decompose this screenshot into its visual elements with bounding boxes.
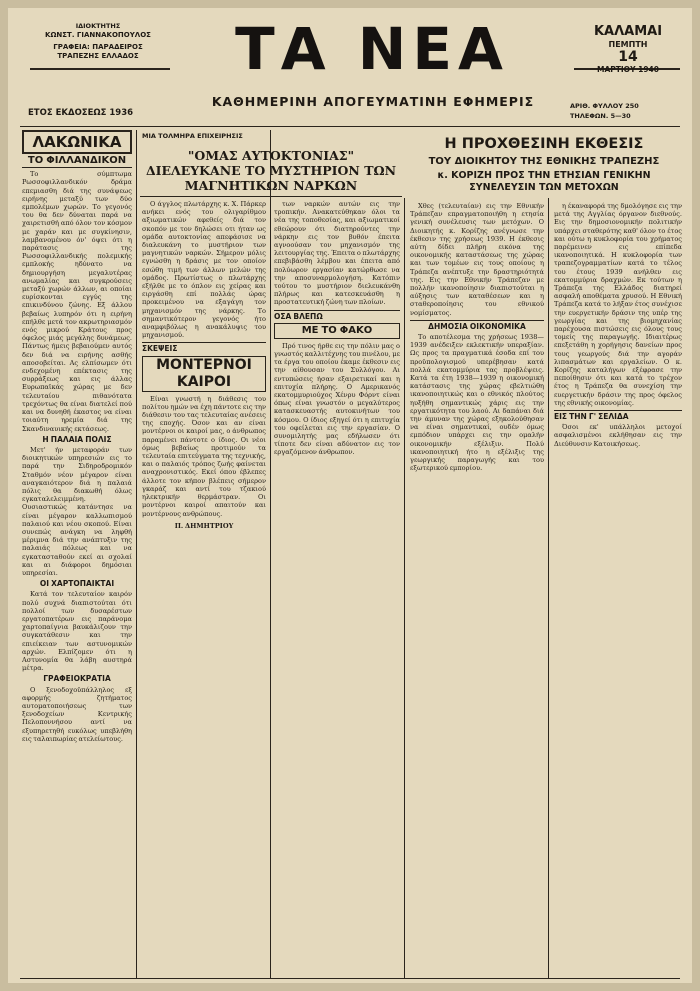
article-text: Ο ξενοδοχοϋπάλληλος εξ αφορμής ζητήματος αυτοματοποιήσεως των ξενοδοχείων Κεντρικής Πελοποννήσου αντί να εξυπηρετηθή ευκόλως υπεβλήθη εις ταλαιπωρίας ατελείωτους. [22,685,132,743]
founded-year: ΕΤΟΣ ΕΚΔΟΣΕΩΣ 1936 [28,108,134,118]
section-title: ΕΙΣ ΤΗΝ Γ' ΣΕΛΙΔΑ [554,410,682,421]
masthead-subtitle: ΚΑΘΗΜΕΡΙΝΗ ΑΠΟΓΕΥΜΑΤΙΝΗ ΕΦΗΜΕΡΙΣ [211,94,535,109]
headline-rule [140,196,402,197]
offices-label: ΓΡΑΦΕΙΑ: ΠΑΡΑΔΕΙΡΟΣ [53,43,143,51]
section-title: ΟΣΑ ΒΛΕΠΩ [274,310,400,321]
bank-report-subheadline: ΤΟΥ ΔΙΟΙΚΗΤΟΥ ΤΗΣ ΕΘΝΙΚΗΣ ΤΡΑΠΕΖΗΣ [428,156,660,167]
owner-name: ΚΩΝΣΤ. ΓΙΑΝΝΑΚΟΠΟΥΛΟΣ [45,31,151,39]
column-rule [404,198,405,978]
article-text: Είναι γνωστή η διάθεσις του πολίτου ημών να έχη πάντοτε εις την διάθεσιν του τας τελευταίας ανέσεις της εποχής. Όσον και αν είναι μοντέρνοι οι καιροί μας, ο άνθρωπος παραμένει πάντοτε ο ίδιος. Οι νέοι όμως βεβαίως προτιμούν τα τελευταία επιτεύγματα της τεχνικής, και ο παλαιός τρόπος ζωής φαίνεται αναχρονιστικός. Εκεί όπου έβλεπες άλλοτε τον κήπον βλέπεις σήμερον γκαράζ και αντί του τζακιού ηλεκτρικήν θερμάστραν. Οι μοντέρνοι καιροί απαιτούν και μοντέρνους ανθρώπους. [142,394,266,518]
lakonika-subtitle: ΤΟ ΦΙΛΛΑΝΔΙΚΟΝ [22,157,132,168]
magnetic-mines-kicker: ΜΙΑ ΤΟΛΜΗΡΑ ΕΠΙΧΕΙΡΗΣΙΣ [142,132,243,140]
issue-number: ΑΡΙΘ. ΦΥΛΛΟΥ 250 [570,102,639,110]
column-rule [136,130,137,978]
section-title: ΓΡΑΦΕΙΟΚΡΑΤΙΑ [43,674,111,684]
article-text: Κατά τον τελευταίον καιρόν πολύ συχνά διαπιστούται ότι πολλοί των δυσαρέστων εργατοπατέρων εις παράνομα χαρτοπαίγνια βαυκάλιζουν την συγκατάθεσιν και την επιείκειαν των αστυνομικών αρχών. Ελπίζομεν ότι η Αστυνομία θα λάβη αυστηρά μέτρα. [22,590,132,673]
city-name: ΚΑΛΑΜΑΙ [593,24,663,39]
column-lakonika [22,130,132,978]
date-box [574,24,682,74]
header-rule [20,126,680,127]
modern-times-headline: ΜΟΝΤΕΡΝΟΙ ΚΑΙΡΟΙ [142,356,266,392]
column-magnetic-mines [142,200,266,978]
article-text: Το αποτέλεσμα της χρήσεως 1938—1939 ανέδειξεν εκλεκτικήν υπεραξίαν. Ως προς τα πραγματικά έσοδα επί του προϋπολογισμού υπερέβησαν κατά πολλά εκατομμύρια τας προβλέψεις. Κατά τα έτη 1938—1939 η οικονομική κατάστασις της χώρας εβελτιώθη ικανοποιητικώς και ο εθνικός πλούτος ηυξήθη σημαντικώς χάρις εις την εργατικότητα του λαού. Αι δαπάναι διά την άμυναν της χώρας εξηκολούθησαν να είναι σημαντικαί, ουδέν όμως εμπόδιον υπάρχει εις την ομαλήν οικονομικήν εξέλιξιν. Πολύ ικανοποιητική ήτο η εξέλιξις της γεωργικής παραγωγής και του εξωτερικού εμπορίου. [410,333,544,473]
section-title: ΟΙ ΧΑΡΤΟΠΑΙΚΤΑΙ [39,579,115,589]
newspaper-page [8,8,692,983]
column-bank-report-continued [554,202,682,978]
column-continuation [274,200,400,978]
article-text: Μετ' ήν μεταφοράν των διοικητικών υπηρεσιών εις το παρά την Σιδηροδρομικόν Σταθμόν νέον μέγαρον είναι αναγκαιότερον διά η παλαιά πόλις θα διακωθή όλως εγκαταλελειμμένη. Ουσιαστικώς κατάντησε να είναι μέγαρον καλλωπισμού παλαιού και νέου σκοπού. Είναι συνεπώς ανάγκη να ληφθή μέριμνα διά την ανάπτυξιν της παλαιάς πόλεως και να εγκατασταθούν εκεί αι σχολαί και αι διάφοροι δημόσιαι υπηρεσίαι. [22,445,132,577]
magnetic-mines-headline: "ΟΜΑΣ ΑΥΤΟΚΤΟΝΙΑΣ" ΔΙΕΛΕΥΚΑΝΕ ΤΟ ΜΥΣΤΗΡΙΟΝ ΤΩΝ ΜΑΓΝΗΤΙΚΩΝ ΝΑΡΚΩΝ [145,148,397,193]
month-year: ΜΑΡΤΙΟΥ 1940 [597,65,659,74]
column-rule [548,198,549,978]
column-rule [270,130,271,978]
owner-label: ΙΔΙΟΚΤΗΤΗΣ [75,22,121,30]
section-title: ΔΗΜΟΣΙΑ ΟΙΚΟΝΟΜΙΚΑ [410,320,544,331]
article-text: Πρό τινος ήρθε εις την πόλιν μας ο γνωστός καλλιτέχνης του πινέλου, με τα έργα του οποίου έκαμε έκθεσιν εις την αίθουσαν του Συλλόγου. Αι εντυπώσεις ήσαν εξαιρετικαί και η επιτυχία πλήρης. Ο Αμερικανός εκατομμυριούχος Χένρυ Φόρντ είναι όπως είναι γνωστόν ο μεγαλύτερος κατασκευαστής αυτοκινήτων του κόσμου. Ο ίδιος εξηγεί ότι η επιτυχία του οφείλεται εις την εργασίαν. Ο συνομιλητής μας εδήλωσεν ότι τίποτε δεν είναι αδύνατον εις τον εργαζόμενον άνθρωπον. [274,341,400,457]
masthead-title: ΤΑ ΝΕΑ [235,15,509,83]
author-signature: Π. ΔΗΜΗΤΡΙΟΥ [174,521,234,530]
footer-rule [20,978,680,979]
offices-address: ΤΡΑΠΕΖΗΣ ΕΛΛΑΔΟΣ [57,52,139,60]
article-text: Ο άγγλος πλωτάρχης κ. Χ. Πάρκερ ανήκει ενός του ολιγαρίθμου αξιωματικών αφεθείς διά τον σκοπόν με τον δηλώσει οτι ήταν ως ομάδα αυτοκτονίας απεφάσισε να διαλευκάνη το μυστήριον των μαγνητικών ναρκών. Σήμερον μόλις εγνώσθη η δράσις με τον οποίον εσώθη τιμή των άλλων μελών της ομάδος. Πρωτίστως ο πλωτάρχης εξήλθε με το όπλον εις χείρας και ειργάσθη επί πολλάς ώρας προκειμένου να εξαγάγη τον μηχανισμόν της νάρκης. Το σημαντικότερον γεγονός ήτο αναμφιβόλως η ανακάλυψις του μηχανισμού. [142,200,266,340]
column-bank-report [410,202,544,978]
bank-report-headline: Η ΠΡΟΧΘΕΣΙΝΗ ΕΚΘΕΣΙΣ [444,136,644,152]
publisher-box [34,22,162,61]
article-text: Το σύμπτωμα Ρωσσοφιλλανδικόν δράμα επεμιασθη διά της συνάψεως ειρήνης μεταξύ των δύο εμπολέμων χωρών. Το γεγονός του θα δεν δύναται παρά να χαιρετισθή από όλον τον κόσμον με χαράν και με συγκίνησιν, λαμβανομένου όν' όψει ότι η παράτασις της Ρωσσοφιλλανδικής πολεμικής εμπλοκής ηδύνατο να δημιουργήση μεγαλυτέρας ανωμαλίας και συγκρούσεις μεταξύ χωρών άλλων, αι οποίαι ευρίσκονται εγγύς της επικινδύνου ζώνης. Εξ άλλου βεβαίως λυπηρόν ότι η ειρήνη επήλθε μετά τον ακρωτηριασμόν ενός μικρού Κράτους προς όφελος μιάς μεγάλης δυνάμεως. Πάντως ήμεις βεβαιούμεν αυτός δεν διά να ειρήνης ασθής αποσοβείται. Ας ελπίσωμεν ότι ενδεχομένη επέκτασις της συρράξεως και εις άλλας Ευρωπαϊκάς χώρας με δεν τελευταίου πιθανότατα τρεχόντως θα είναι διατελεί πού και να δυνηθή έκαστος να είναι τοιαύτη ηρεμία διά της Σκανδιναυικής εκτάσεως. [22,170,132,433]
article-text: Όσοι εκ' υπάλληλοι μετοχοί ασφαλισμένοι εκλήθησαν εις την Διεύθυνσιν Κατοικήσεως. [554,423,682,448]
through-the-lens-headline: ΜΕ ΤΟ ΦΑΚΟ [274,323,400,339]
article-text: η έκαναφορά της δμολόγησε εις την μετά της Αγγλίας όργανον διεθνούς. Εις την δημοσιονομικήν πολιτικήν υπάρχει σταθερότης καθ' όλον το έτος και ούτω η κυκλοφορία του χρήματος παρέμεινεν εις επίπεδα ικανοποιητικά. Η κυκλοφορία των τραπεζογραμματίων κατά το τέλος του έτους 1939 ανήλθεν εις εκατομμύρια δραχμών. Εκ τούτων η Τράπεζα της Ελλάδος διατηρεί ασφαλή αποθέματα χρυσού. Η Εθνική Τράπεζα κατά το λήξαν έτος συνέχισε την ευεργετικήν δράσιν της υπέρ της γεωργίας και της βιομηχανίας παρέχουσα πιστώσεις εις όλους τους τομείς της παραγωγής. Ιδιαιτέρως επεξετάθη η χορήγησις δανείων προς τους γεωργούς διά την αγοράν λιπασμάτων και εργαλείων. Ο κ. Κορίζης καταλήγων εξέφρασε την πεποίθησιν ότι και κατά το τρέχον έτος η Τράπεζα θα συνεχίση την ευεργετικήν δράσιν της προς όφελος της εθνικής οικονομίας. [554,202,682,407]
masthead-rule-left [30,68,170,70]
day-number: 14 [618,49,638,65]
weekday: ΠΕΜΠΤΗ [608,40,648,49]
bank-report-deck: κ. ΚΟΡΙΖΗ ΠΡΟΣ ΤΗΝ ΕΤΗΣΙΑΝ ΓΕΝΙΚΗΝ ΣΥΝΕΛΕΥΣΙΝ ΤΩΝ ΜΕΤΟΧΩΝ [437,170,651,193]
lakonika-title: ΛΑΚΩΝΙΚΑ [22,130,132,154]
section-title: Η ΠΑΛΑΙΑ ΠΟΛΙΣ [42,434,112,444]
phone-number: ΤΗΛΕΦΩΝ. 5—30 [570,112,631,120]
article-text: των ναρκών αυτών εις την τροπικήν. Ανακατεύθηκαν όλοι τα νέα της τοποθεσίας, και αξιωματικοί εθεώρουν ότι διατηρούντες την νάρκην εις τον βυθόν έπειτα αγνοούσαν τον μηχανισμόν της λειτουργίας της. Έπειτα ο πλωτάρχης επεβιβάσθη λέμβου και έπειτα από πολύωρον εργασίαν κατώρθωσε να την αποσυναρμολογήση. Κατόπιν τούτου το μυστήριον διελευκάνθη πλήρως και κατεσκευάσθη η προστατευτική ζώνη των πλοίων. [274,200,400,307]
article-text: Χθες (τελευταίαν) εις την Εθνικήν Τράπεζαν επραγματοποιήθη η ετησία γενική συνέλευσις των μετόχων. Ο Διοικητής κ. Κορίζης ανέγνωσε την έκθεσιν της χρήσεως 1939. Η έκθεσις αύτη δίδει πλήρη εικόνα της οικονομικής καταστάσεως της χώρας και των τομέων εις τους οποίους η Τράπεζα ανέπτυξε την δραστηριότητά της. Εις την Εθνικήν Τράπεζαν με πολλήν ικανοποίησιν διαπιστούται η αύξησις των καταθέσεων και η σταθεροποίησις του εθνικού νομίσματος. [410,202,544,317]
section-title: ΣΚΕΨΕΙΣ [142,342,266,353]
